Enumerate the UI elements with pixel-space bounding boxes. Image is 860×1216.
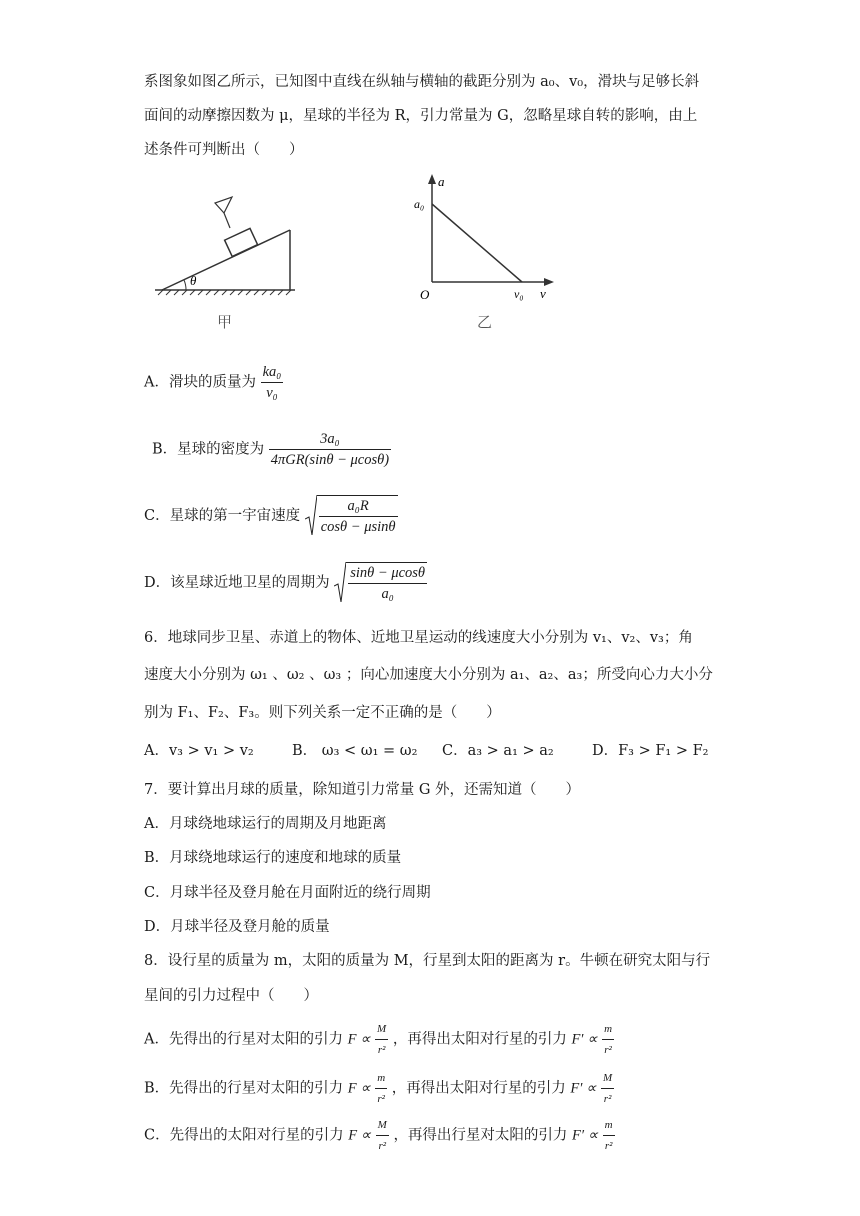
axis-v-label: v [540,286,546,301]
q5-option-b[interactable]: B．星球的密度为 $\frac{\text{3a₀}}{\text{4πGR(sinθ − μcosθ)}}$ [152,431,390,468]
q7-option-d[interactable]: D．月球半径及登月舱的质量 [144,919,330,935]
q8-option-c[interactable]: C．先得出的太阳对行星的引力 F ∝ $\frac{M}{\text{r²}}$ ，再得出行星对太阳的引力 F′ ∝ $\frac{m}{\text{r²}}$ [144,1115,615,1156]
q6-stem-line-1: 6．地球同步卫星、赤道上的物体、近地卫星运动的线速度大小分别为 v₁、v₂、v₃；角 [144,630,693,646]
q7-option-a[interactable]: A．月球绕地球运行的周期及月地距离 [144,816,387,832]
q7-option-b[interactable]: B．月球绕地球运行的速度和地球的质量 [144,850,402,866]
q6-stem-line-3: 别为 F₁、F₂、F₃。则下列关系一定不正确的是（ ） [144,705,501,721]
mass-fraction: $\frac{\text{ka₀}}{\text{v₀}}$ [262,364,282,401]
v0-intercept-label: v₀ [514,287,524,301]
figure-yi-av-graph [410,172,560,307]
q6-option-b[interactable]: B． ω₃ < ω₁ = ω₂ [292,743,418,759]
q6-option-c[interactable]: C．a₃ > a₁ > a₂ [442,743,554,759]
q6-option-d[interactable]: D．F₃ > F₁ > F₂ [592,743,709,759]
q8-option-b[interactable]: B．先得出的行星对太阳的引力 F ∝ $\frac{m}{\text{r²}}$ ，再得出太阳对行星的引力 F′ ∝ $\frac{M}{\text{r²}}$ [144,1068,614,1109]
period-sqrt: $\frac{\sin\theta - \mu\cos\theta}{\text{a₀}}$ [334,562,427,604]
intro-line-3: 述条件可判断出（ ） [144,142,304,158]
q6-stem-line-2: 速度大小分别为 ω₁ 、ω₂ 、ω₃ ；向心加速度大小分别为 a₁、a₂、a₃；所受向心力大小分 [144,667,713,683]
figure-yi-label: 乙 [477,313,493,331]
theta-label: θ [190,273,197,288]
intro-line-1: 系图象如图乙所示，已知图中直线在纵轴与横轴的截距分别为 a₀、v₀，滑块与足够长斜 [144,74,700,90]
q5-option-a[interactable]: A．滑块的质量为 $\frac{\text{ka₀}}{\text{v₀}}$ [144,364,282,401]
a0-intercept-label: a₀ [414,197,425,211]
q5-option-d[interactable]: D．该星球近地卫星的周期为 $\frac{\sin\theta - \mu\cos\theta}{\text{a₀}}$ [144,562,427,604]
q8-stem-line-2: 星间的引力过程中（ ） [144,988,318,1004]
q6-option-a[interactable]: A．v₃ > v₁ > v₂ [144,743,254,759]
axis-a-label: a [438,174,445,189]
first-cosmic-velocity-sqrt: $\frac{\text{a₀R}}{\cos\theta - \mu\sin\theta}$ [305,495,398,537]
q7-option-c[interactable]: C．月球半径及登月舱在月面附近的绕行周期 [144,885,431,901]
q8-stem-line-1: 8．设行星的质量为 m，太阳的质量为 M，行星到太阳的距离为 r。牛顿在研究太阳与行 [144,953,711,969]
figure-jia-label: 甲 [217,313,233,331]
intro-line-2: 面间的动摩擦因数为 μ，星球的半径为 R，引力常量为 G，忽略星球自转的影响，由上 [144,108,698,124]
q7-stem: 7．要计算出月球的质量，除知道引力常量 G 外，还需知道（ ） [144,782,581,798]
q8-option-a[interactable]: A．先得出的行星对太阳的引力 F ∝ $\frac{M}{\text{r²}}$ ，再得出太阳对行星的引力 F′ ∝ $\frac{m}{\text{r²}}$ [144,1019,614,1060]
origin-label: O [420,287,430,302]
q5-option-c[interactable]: C．星球的第一宇宙速度 $\frac{\text{a₀R}}{\cos\theta - \mu\sin\theta}$ [144,495,398,537]
density-fraction: $\frac{\text{3a₀}}{\text{4πGR(sinθ − μcosθ)}}$ [270,431,390,468]
